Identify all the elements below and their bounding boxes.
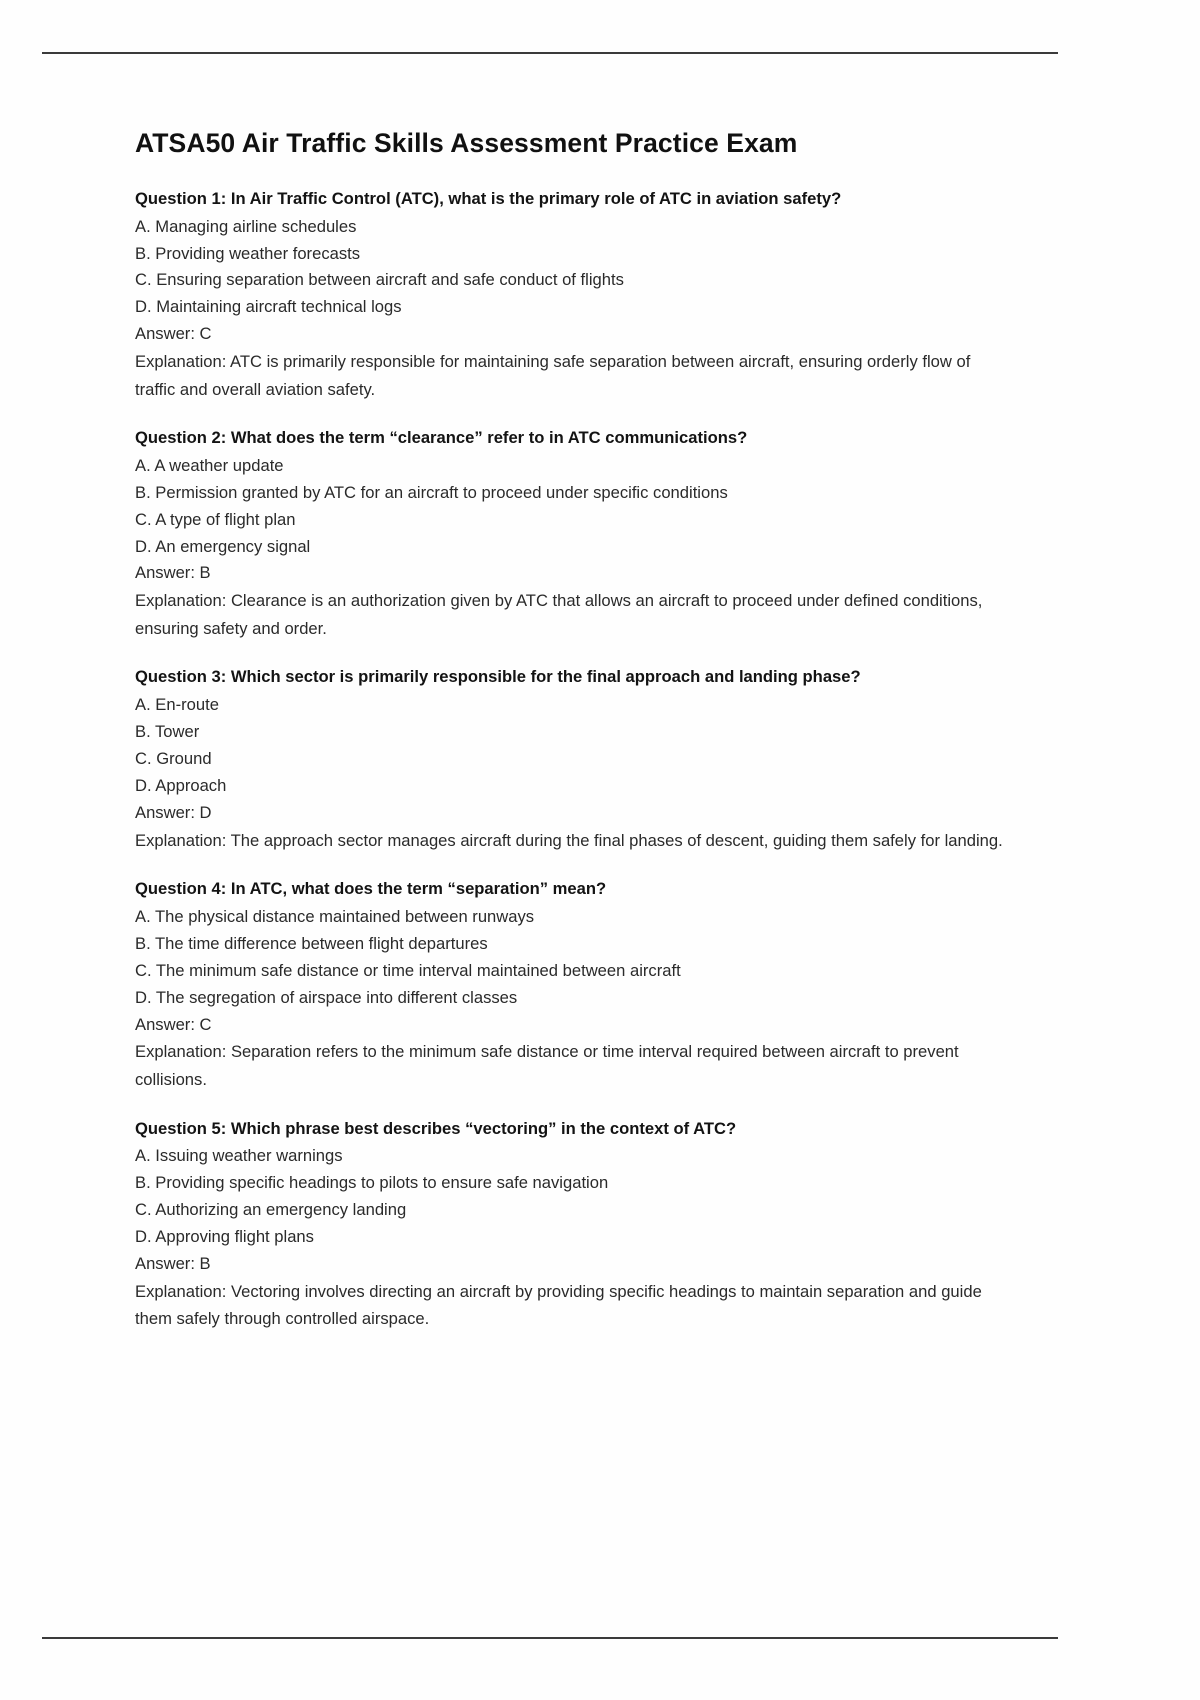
- question-prompt: Question 4: In ATC, what does the term “separation” mean?: [135, 879, 607, 899]
- question-block-2: [135, 425, 1010, 642]
- page-title: ATSA50 Air Traffic Skills Assessment Practice Exam: [135, 128, 798, 158]
- question-explanation: Explanation: ATC is primarily responsible for maintaining safe separation between aircraft, ensuring orderly flow of traffic and overall aviation safety.: [135, 352, 971, 399]
- question-block-3: [135, 664, 1010, 854]
- question-option-d: D. Approving flight plans: [135, 1227, 314, 1247]
- question-option-c: C. Ensuring separation between aircraft and safe conduct of flights: [135, 270, 624, 290]
- question-prompt: Question 5: Which phrase best describes “vectoring” in the context of ATC?: [135, 1118, 737, 1138]
- question-option-c: C. Authorizing an emergency landing: [135, 1200, 407, 1220]
- question-option-c: C. The minimum safe distance or time interval maintained between aircraft: [135, 960, 681, 980]
- question-explanation: Explanation: Vectoring involves directing an aircraft by providing specific headings to maintain separation and guide them safely through controlled airspace.: [135, 1281, 982, 1329]
- question-block-4: [135, 876, 1010, 1093]
- question-option-c: C. A type of flight plan: [135, 509, 296, 529]
- header-rule: [42, 52, 1058, 54]
- question-option-d: D. An emergency signal: [135, 536, 311, 556]
- question-option-b: B. The time difference between flight departures: [135, 933, 488, 953]
- question-answer: Answer: C: [135, 1014, 212, 1034]
- question-answer: Answer: D: [135, 802, 212, 822]
- question-answer: Answer: B: [135, 1253, 211, 1273]
- question-prompt: Question 1: In Air Traffic Control (ATC), what is the primary role of ATC in aviation safety?: [135, 188, 842, 208]
- question-option-a: A. En-route: [135, 695, 219, 715]
- question-option-a: A. Issuing weather warnings: [135, 1146, 343, 1166]
- question-option-b: B. Providing specific headings to pilots to ensure safe navigation: [135, 1173, 609, 1193]
- question-option-b: B. Permission granted by ATC for an aircraft to proceed under specific conditions: [135, 482, 728, 502]
- document-body: [135, 128, 1010, 1333]
- question-option-d: D. The segregation of airspace into different classes: [135, 987, 518, 1007]
- question-answer: Answer: B: [135, 563, 211, 583]
- question-option-d: D. Maintaining aircraft technical logs: [135, 297, 402, 317]
- question-option-a: A. The physical distance maintained between runways: [135, 907, 535, 927]
- question-prompt: Question 2: What does the term “clearance” refer to in ATC communications?: [135, 428, 748, 448]
- question-block-1: [135, 186, 1010, 403]
- footer-rule: [42, 1637, 1058, 1639]
- question-explanation: Explanation: The approach sector manages aircraft during the final phases of descent, guiding them safely for landing.: [135, 830, 1003, 850]
- question-option-c: C. Ground: [135, 749, 212, 769]
- question-option-a: A. A weather update: [135, 455, 284, 475]
- question-answer: Answer: C: [135, 324, 212, 344]
- question-option-d: D. Approach: [135, 775, 227, 795]
- question-option-b: B. Tower: [135, 722, 200, 742]
- question-option-a: A. Managing airline schedules: [135, 216, 357, 236]
- question-explanation: Explanation: Clearance is an authorization given by ATC that allows an aircraft to proceed under defined conditions, ensuring safety and order.: [135, 591, 983, 638]
- question-block-5: [135, 1116, 1010, 1333]
- question-explanation: Explanation: Separation refers to the minimum safe distance or time interval required between aircraft to prevent collisions.: [135, 1042, 959, 1089]
- question-option-b: B. Providing weather forecasts: [135, 243, 361, 263]
- question-prompt: Question 3: Which sector is primarily responsible for the final approach and landing phase?: [135, 667, 861, 687]
